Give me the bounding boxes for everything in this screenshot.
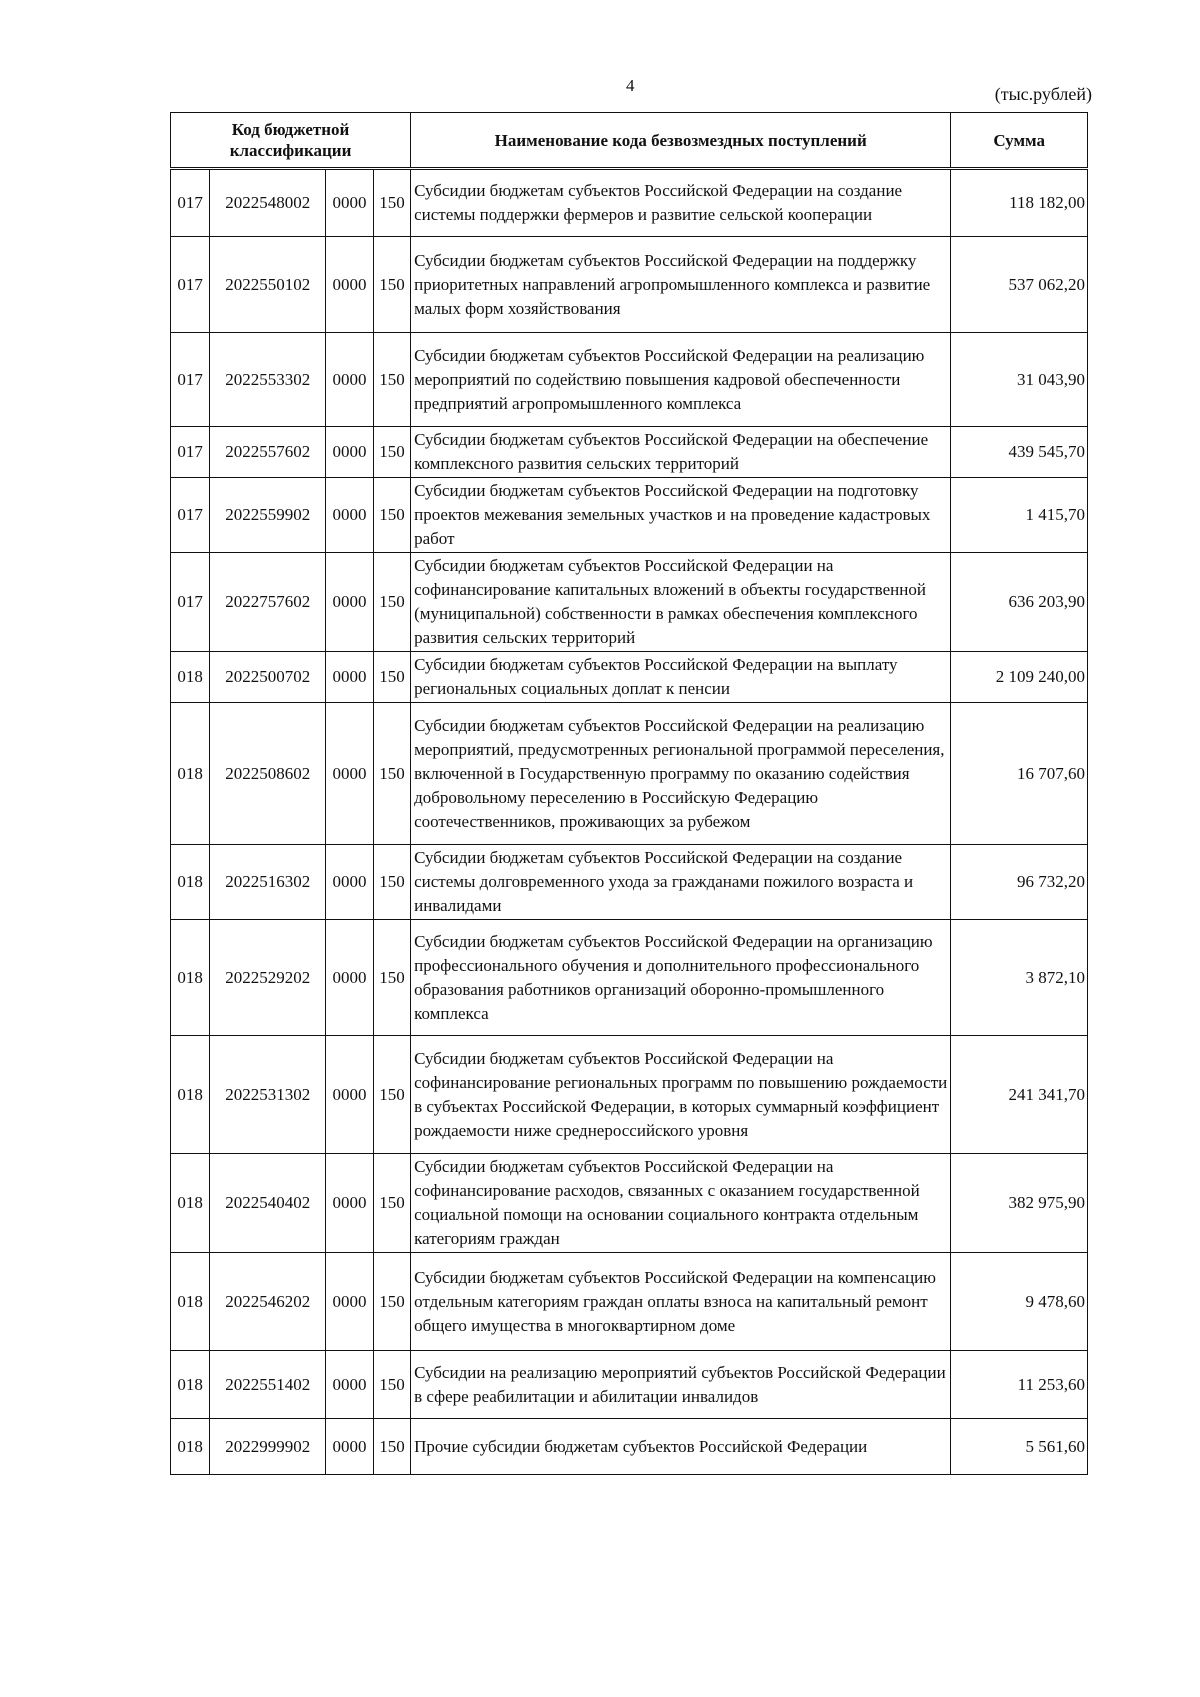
table-row: [171, 1351, 1088, 1419]
amount-cell: 439 545,70: [951, 427, 1088, 478]
admin-code-cell: 017: [171, 553, 210, 652]
budget-code-cell: 2022529202: [210, 920, 326, 1036]
admin-code-cell: 018: [171, 1253, 210, 1351]
table-row: [171, 1419, 1088, 1475]
budget-code-cell: 2022500702: [210, 652, 326, 703]
budget-code-cell: 2022557602: [210, 427, 326, 478]
table-header-row: [171, 113, 1088, 169]
program-code-cell: 0000: [326, 1253, 374, 1351]
admin-code-cell: 018: [171, 1351, 210, 1419]
table-row: [171, 652, 1088, 703]
description-cell: Субсидии бюджетам субъектов Российской Федерации на выплату региональных социальных доплат к пенсии: [411, 652, 951, 703]
table-row: [171, 553, 1088, 652]
description-cell: Субсидии бюджетам субъектов Российской Федерации на поддержку приоритетных направлений агропромышленного комплекса и развитие малых форм хозяйствования: [411, 237, 951, 333]
table-row: [171, 237, 1088, 333]
kosgu-code-cell: 150: [373, 1253, 410, 1351]
table-row: [171, 1036, 1088, 1154]
budget-code-cell: 2022546202: [210, 1253, 326, 1351]
admin-code-cell: 017: [171, 169, 210, 237]
admin-code-cell: 017: [171, 427, 210, 478]
kosgu-code-cell: 150: [373, 845, 410, 920]
kosgu-code-cell: 150: [373, 1419, 410, 1475]
program-code-cell: 0000: [326, 427, 374, 478]
budget-code-cell: 2022999902: [210, 1419, 326, 1475]
amount-cell: 9 478,60: [951, 1253, 1088, 1351]
admin-code-cell: 017: [171, 478, 210, 553]
header-name: Наименование кода безвозмездных поступлений: [411, 113, 951, 169]
budget-code-cell: 2022540402: [210, 1154, 326, 1253]
amount-cell: 2 109 240,00: [951, 652, 1088, 703]
description-cell: Субсидии бюджетам субъектов Российской Федерации на организацию профессионального обучения и дополнительного профессионального образования работников организаций оборонно-промышленного комплекса: [411, 920, 951, 1036]
amount-cell: 3 872,10: [951, 920, 1088, 1036]
table-row: [171, 169, 1088, 237]
program-code-cell: 0000: [326, 1351, 374, 1419]
program-code-cell: 0000: [326, 237, 374, 333]
amount-cell: 1 415,70: [951, 478, 1088, 553]
header-code: Код бюджетной классификации: [171, 113, 411, 169]
table-row: [171, 1253, 1088, 1351]
header-sum: Сумма: [951, 113, 1088, 169]
amount-cell: 11 253,60: [951, 1351, 1088, 1419]
description-cell: Субсидии бюджетам субъектов Российской Федерации на подготовку проектов межевания земельных участков и на проведение кадастровых работ: [411, 478, 951, 553]
kosgu-code-cell: 150: [373, 920, 410, 1036]
program-code-cell: 0000: [326, 845, 374, 920]
admin-code-cell: 017: [171, 237, 210, 333]
table-row: [171, 478, 1088, 553]
program-code-cell: 0000: [326, 333, 374, 427]
amount-cell: 31 043,90: [951, 333, 1088, 427]
kosgu-code-cell: 150: [373, 703, 410, 845]
description-cell: Субсидии бюджетам субъектов Российской Федерации на реализацию мероприятий, предусмотренных региональной программой переселения, включенной в Государственную программу по оказанию содействия добровольному переселению в Российскую Федерацию соотечественников, проживающих за рубежом: [411, 703, 951, 845]
kosgu-code-cell: 150: [373, 478, 410, 553]
units-label: (тыс.рублей): [994, 84, 1092, 104]
budget-code-cell: 2022757602: [210, 553, 326, 652]
budget-code-cell: 2022551402: [210, 1351, 326, 1419]
table-row: [171, 920, 1088, 1036]
program-code-cell: 0000: [326, 553, 374, 652]
budget-code-cell: 2022508602: [210, 703, 326, 845]
admin-code-cell: 018: [171, 920, 210, 1036]
admin-code-cell: 018: [171, 845, 210, 920]
amount-cell: 241 341,70: [951, 1036, 1088, 1154]
budget-code-cell: 2022559902: [210, 478, 326, 553]
budget-code-cell: 2022531302: [210, 1036, 326, 1154]
description-cell: Субсидии бюджетам субъектов Российской Федерации на компенсацию отдельным категориям граждан оплаты взноса на капитальный ремонт общего имущества в многоквартирном доме: [411, 1253, 951, 1351]
description-cell: Субсидии бюджетам субъектов Российской Федерации на реализацию мероприятий по содействию повышения кадровой обеспеченности предприятий агропромышленного комплекса: [411, 333, 951, 427]
admin-code-cell: 017: [171, 333, 210, 427]
description-cell: Субсидии бюджетам субъектов Российской Федерации на софинансирование региональных программ по повышению рождаемости в субъектах Российской Федерации, в которых суммарный коэффициент рождаемости ниже среднероссийского уровня: [411, 1036, 951, 1154]
admin-code-cell: 018: [171, 652, 210, 703]
program-code-cell: 0000: [326, 703, 374, 845]
admin-code-cell: 018: [171, 1036, 210, 1154]
table-row: [171, 427, 1088, 478]
program-code-cell: 0000: [326, 1154, 374, 1253]
program-code-cell: 0000: [326, 478, 374, 553]
budget-code-cell: 2022548002: [210, 169, 326, 237]
kosgu-code-cell: 150: [373, 1154, 410, 1253]
program-code-cell: 0000: [326, 1419, 374, 1475]
description-cell: Субсидии бюджетам субъектов Российской Федерации на обеспечение комплексного развития сельских территорий: [411, 427, 951, 478]
kosgu-code-cell: 150: [373, 427, 410, 478]
table-row: [171, 1154, 1088, 1253]
description-cell: Субсидии бюджетам субъектов Российской Федерации на создание системы долговременного ухода за гражданами пожилого возраста и инвалидами: [411, 845, 951, 920]
kosgu-code-cell: 150: [373, 553, 410, 652]
description-cell: Прочие субсидии бюджетам субъектов Российской Федерации: [411, 1419, 951, 1475]
kosgu-code-cell: 150: [373, 1036, 410, 1154]
budget-table: [170, 112, 1088, 1475]
table-row: [171, 703, 1088, 845]
program-code-cell: 0000: [326, 1036, 374, 1154]
program-code-cell: 0000: [326, 920, 374, 1036]
description-cell: Субсидии бюджетам субъектов Российской Федерации на софинансирование расходов, связанных с оказанием государственной социальной помощи на основании социального контракта отдельным категориям граждан: [411, 1154, 951, 1253]
budget-code-cell: 2022550102: [210, 237, 326, 333]
amount-cell: 16 707,60: [951, 703, 1088, 845]
budget-code-cell: 2022553302: [210, 333, 326, 427]
program-code-cell: 0000: [326, 169, 374, 237]
kosgu-code-cell: 150: [373, 169, 410, 237]
kosgu-code-cell: 150: [373, 333, 410, 427]
amount-cell: 5 561,60: [951, 1419, 1088, 1475]
program-code-cell: 0000: [326, 652, 374, 703]
kosgu-code-cell: 150: [373, 237, 410, 333]
table-row: [171, 845, 1088, 920]
budget-code-cell: 2022516302: [210, 845, 326, 920]
amount-cell: 96 732,20: [951, 845, 1088, 920]
page-number: 4: [626, 76, 635, 95]
description-cell: Субсидии на реализацию мероприятий субъектов Российской Федерации в сфере реабилитации и абилитации инвалидов: [411, 1351, 951, 1419]
description-cell: Субсидии бюджетам субъектов Российской Федерации на софинансирование капитальных вложений в объекты государственной (муниципальной) собственности в рамках обеспечения комплексного развития сельских территорий: [411, 553, 951, 652]
amount-cell: 636 203,90: [951, 553, 1088, 652]
table-row: [171, 333, 1088, 427]
amount-cell: 537 062,20: [951, 237, 1088, 333]
amount-cell: 118 182,00: [951, 169, 1088, 237]
admin-code-cell: 018: [171, 1154, 210, 1253]
admin-code-cell: 018: [171, 703, 210, 845]
admin-code-cell: 018: [171, 1419, 210, 1475]
kosgu-code-cell: 150: [373, 652, 410, 703]
kosgu-code-cell: 150: [373, 1351, 410, 1419]
description-cell: Субсидии бюджетам субъектов Российской Федерации на создание системы поддержки фермеров и развитие сельской кооперации: [411, 169, 951, 237]
amount-cell: 382 975,90: [951, 1154, 1088, 1253]
